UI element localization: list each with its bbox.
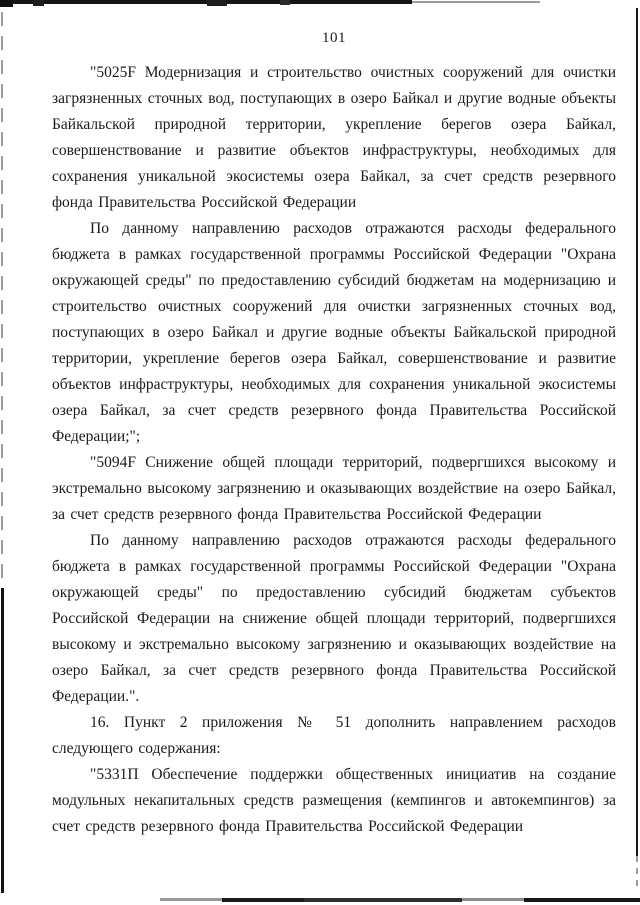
paragraph-item-16: 16. Пункт 2 приложения № 51 дополнить направлением расходов следующего содержания: (52, 714, 616, 757)
scan-artifact-top-bar-gray (412, 1, 540, 3)
scan-artifact-bottom-bar (222, 898, 304, 902)
page-number: 101 (322, 30, 346, 46)
paragraph-5094f-description: По данному направлению расходов отражаются расходы федерального бюджета в рамках государственной программы Российской Федерации "Охрана окружающей среды" по предоставлению субсидий бюджетам субъектов Российской Федерации на снижение общей площади территорий, подвергшихся высокому и экстремально высокому загрязнению и оказывающих воздействие на озеро Байкал, за счет средств резервного фонда Правительства Российской Федерации.". (52, 532, 616, 705)
paragraph-5331p-heading: "5331П Обеспечение поддержки общественных инициатив на создание модульных некапитальных средств размещения (кемпингов и автокемпингов) за счет средств резервного фонда Правительства Российской Федерации (52, 766, 616, 835)
scan-artifact-top-bar-dark (0, 0, 412, 4)
scan-artifact-top-tick (207, 0, 227, 6)
scan-artifact-top-tick (280, 0, 290, 5)
paragraph-5094f-heading: "5094F Снижение общей площади территорий, подвергшихся высокому и экстремально высокому загрязнению и оказывающих воздействие на озеро Байкал, за счет средств резервного фонда Правительства Российской Федерации (52, 454, 616, 523)
scan-artifact-left-edge-solid (1, 588, 4, 893)
scan-artifact-right-edge (636, 8, 638, 856)
scan-artifact-bottom-bar (160, 898, 222, 901)
scan-artifact-top-left-blob (0, 0, 13, 7)
scan-artifact-left-edge-dashed (1, 12, 3, 588)
scan-artifact-bottom-bar (524, 898, 640, 902)
scan-artifact-bottom-bar (304, 898, 462, 902)
scan-artifact-right-edge-dashed (636, 856, 638, 886)
paragraph-5025f-heading: "5025F Модернизация и строительство очистных сооружений для очистки загрязненных сточных вод, поступающих в озеро Байкал и другие водные объекты Байкальской природной территории, укрепление берегов озера Байкал, совершенствование и развитие объектов инфраструктуры, необходимых для сохранения уникальной экосистемы озера Байкал, за счет средств резервного фонда Правительства Российской Федерации (52, 64, 616, 211)
scan-artifact-top-tick (33, 0, 44, 6)
scan-artifact-bottom-bar (462, 898, 524, 901)
document-content (52, 30, 616, 840)
paragraph-5025f-description: По данному направлению расходов отражаются расходы федерального бюджета в рамках государственной программы Российской Федерации "Охрана окружающей среды" по предоставлению субсидий бюджетам на модернизацию и строительство очистных сооружений для очистки загрязненных сточных вод, поступающих в озеро Байкал и другие водные объекты Байкальской природной территории, укрепление берегов озера Байкал, совершенствование и развитие объектов инфраструктуры, необходимых для сохранения уникальной экосистемы озера Байкал, за счет средств резервного фонда Правительства Российской Федерации;"; (52, 220, 616, 445)
